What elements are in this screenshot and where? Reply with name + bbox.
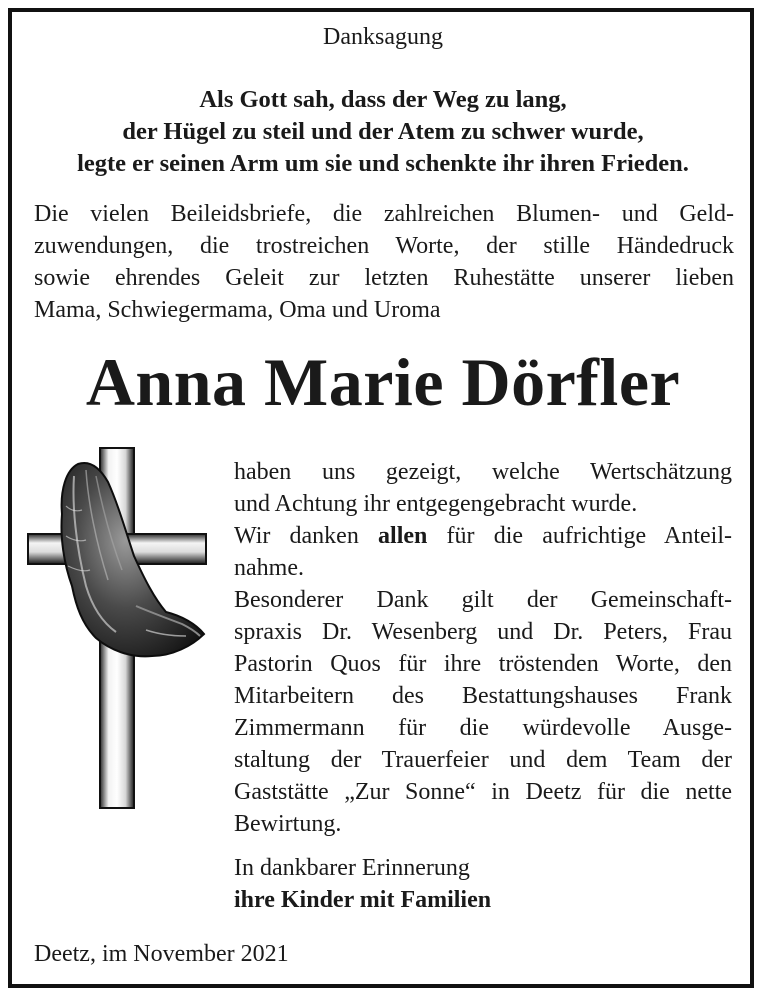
intro-line: Die vielen Beileidsbriefe, die zahlreichen Blumen- und Geld- <box>34 201 734 227</box>
body-line: Gaststätte „Zur Sonne“ in Deetz für die nette <box>234 779 732 805</box>
body-line: Bewirtung. <box>234 811 342 837</box>
intro-line: sowie ehrendes Geleit zur letzten Ruhestätte unserer lieben <box>34 265 734 291</box>
closing <box>234 852 732 916</box>
verse-line: legte er seinen Arm um sie und schenkte ihr ihren Frieden. <box>77 150 689 177</box>
body-line: staltung der Trauerfeier und dem Team der <box>234 747 732 773</box>
deceased-name: Anna Marie Dörfler <box>85 344 681 420</box>
intro-line: zuwendungen, die trostreichen Worte, der stille Händedruck <box>34 233 734 259</box>
heading: Danksagung <box>323 24 443 50</box>
signature-line: ihre Kinder mit Familien <box>234 887 492 913</box>
body-text-fragment: für die aufrichtige Anteil- <box>427 523 733 549</box>
place-and-date: Deetz, im November 2021 <box>34 941 289 967</box>
verse <box>0 84 766 180</box>
verse-line: Als Gott sah, dass der Weg zu lang, <box>199 86 567 113</box>
body-line: Besonderer Dank gilt der Gemeinschaft- <box>234 587 732 613</box>
body-line: Zimmermann für die würdevolle Ausge- <box>234 715 732 741</box>
cross-with-praying-hands-icon <box>26 446 210 812</box>
body-line: Pastorin Quos für ihre tröstenden Worte, den <box>234 651 732 677</box>
body-line: haben uns gezeigt, welche Wertschätzung <box>234 459 732 485</box>
body-line: nahme. <box>234 555 304 581</box>
verse-line: der Hügel zu steil und der Atem zu schwer wurde, <box>122 118 644 145</box>
body-text-fragment: Wir danken <box>234 523 379 549</box>
emphasis-allen: allen <box>378 523 428 549</box>
body-line: und Achtung ihr entgegengebracht wurde. <box>234 491 638 517</box>
closing-line: In dankbarer Erinnerung <box>234 855 470 881</box>
intro-paragraph <box>34 198 734 326</box>
intro-line: Mama, Schwiegermama, Oma und Uroma <box>34 297 441 323</box>
body-line <box>234 520 732 552</box>
body-line: Mitarbeitern des Bestattungshauses Frank <box>234 683 732 709</box>
body-line: spraxis Dr. Wesenberg und Dr. Peters, Frau <box>234 619 732 645</box>
body-paragraph <box>234 456 732 840</box>
